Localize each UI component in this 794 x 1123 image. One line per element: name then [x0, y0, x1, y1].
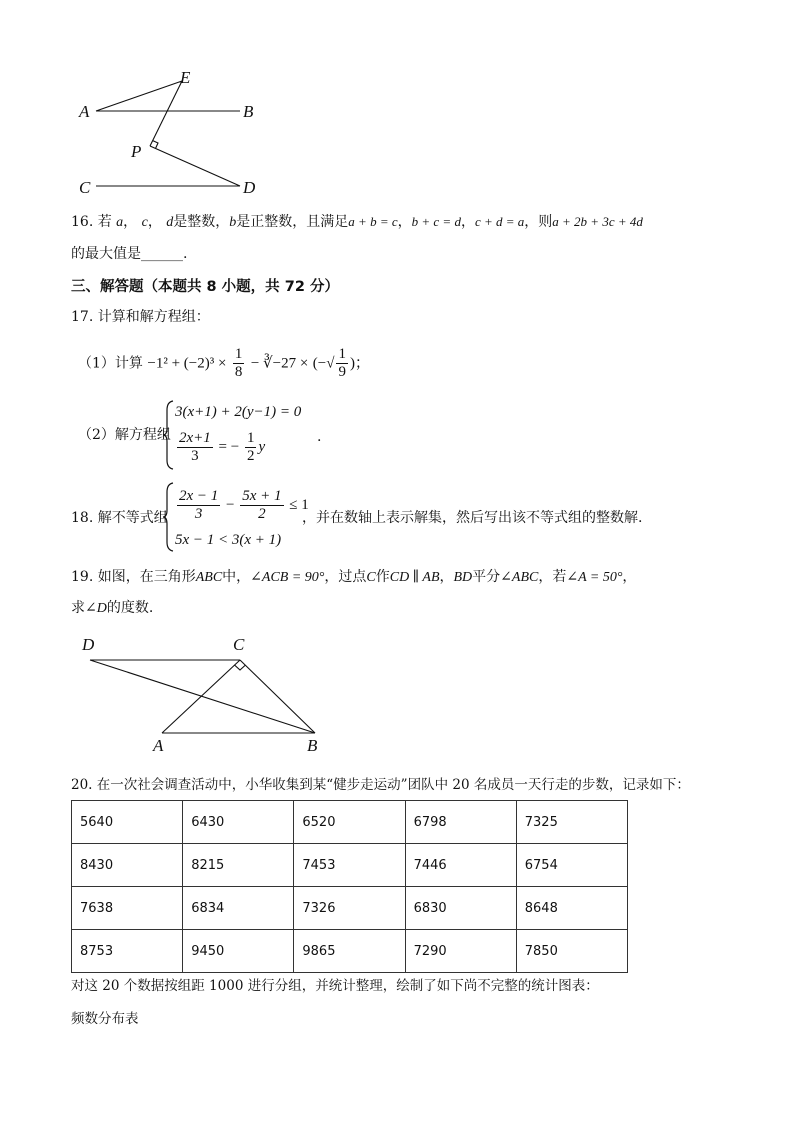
- fig1-label-d: D: [243, 178, 256, 197]
- q18-tail: ，并在数轴上表示解集，然后写出该不等式组的整数解.: [302, 510, 643, 526]
- table-row: [72, 887, 628, 930]
- table-cell: 8648: [516, 887, 627, 930]
- table-cell: 5640: [72, 801, 183, 844]
- q17-part1: （1）计算 −1² + (−2)³ × $\frac{1}{8}$ − ∛−27 × (−√ $\frac{1}{9}$ )；: [78, 346, 370, 380]
- fig2-label-b: B: [307, 736, 318, 755]
- table-cell: 7326: [294, 887, 405, 930]
- table-cell: 8215: [183, 844, 294, 887]
- figure-2-geometry: [80, 640, 340, 750]
- table-cell: 7850: [516, 930, 627, 973]
- fig2-label-d: D: [82, 635, 95, 654]
- fig1-label-e: E: [180, 68, 191, 87]
- q16-line2: 的最大值是______.: [71, 246, 188, 262]
- table-row: [72, 801, 628, 844]
- table-cell: 6430: [183, 801, 294, 844]
- table-cell: 7290: [405, 930, 516, 973]
- table-cell: 6520: [294, 801, 405, 844]
- steps-data-table: [71, 800, 628, 973]
- table-cell: 6834: [183, 887, 294, 930]
- fig1-label-p: P: [131, 142, 142, 161]
- table-cell: 7446: [405, 844, 516, 887]
- table-cell: 8753: [72, 930, 183, 973]
- table-row: [72, 844, 628, 887]
- fig2-label-a: A: [153, 736, 164, 755]
- q17-heading: 17. 计算和解方程组：: [71, 309, 210, 325]
- q17-eq1: 3(x+1) + 2(y−1) = 0: [175, 404, 302, 420]
- table-cell: 6754: [516, 844, 627, 887]
- q19-line1: 19. 如图，在三角形ABC中，∠ACB = 90°，过点C作CD ∥ AB，BD平分∠ABC，若∠A = 50°，: [71, 569, 637, 585]
- q18-label: 18. 解不等式组: [71, 510, 168, 526]
- q20-intro: 20. 在一次社会调查活动中，小华收集到某“健步走运动”团队中 20 名成员一天行走的步数，记录如下：: [71, 777, 690, 793]
- table-cell: 9450: [183, 930, 294, 973]
- table-cell: 9865: [294, 930, 405, 973]
- q17-brace: [163, 400, 175, 470]
- section-3-title: 三、解答题（本题共 8 小题，共 72 分）: [71, 279, 339, 295]
- q17-eq2: $\frac{2x+1}{3}$ = − $\frac{1}{2}$ y: [179, 430, 266, 464]
- table-cell: 7325: [516, 801, 627, 844]
- q18-ineq2: 5x − 1 < 3(x + 1): [175, 532, 282, 548]
- q18-brace: [163, 482, 175, 552]
- q19-line2: 求∠D的度数.: [71, 600, 154, 616]
- figure-1-geometry: [70, 66, 270, 201]
- fig1-label-b: B: [243, 102, 254, 121]
- table-cell: 7453: [294, 844, 405, 887]
- table-cell: 8430: [72, 844, 183, 887]
- q16-line1: 16. 若 a， c， d是整数，b是正整数，且满足a + b = c，b + c = d，c + d = a，则a + 2b + 3c + 4d: [71, 214, 643, 230]
- table-cell: 6798: [405, 801, 516, 844]
- table-row: [72, 930, 628, 973]
- q20-after: 对这 20 个数据按组距 1000 进行分组，并统计整理，绘制了如下尚不完整的统计图表：: [71, 978, 599, 994]
- q18-ineq1: $\frac{2x - 1}{3}$ − $\frac{5x + 1}{2}$ ≤ 1: [179, 488, 309, 522]
- q17-period: .: [317, 429, 322, 445]
- table-cell: 7638: [72, 887, 183, 930]
- fig2-label-c: C: [233, 635, 245, 654]
- fig1-label-c: C: [79, 178, 91, 197]
- q20-caption: 频数分布表: [71, 1011, 139, 1027]
- fig1-label-a: A: [79, 102, 90, 121]
- table-cell: 6830: [405, 887, 516, 930]
- q17-part2-label: （2）解方程组: [78, 427, 171, 443]
